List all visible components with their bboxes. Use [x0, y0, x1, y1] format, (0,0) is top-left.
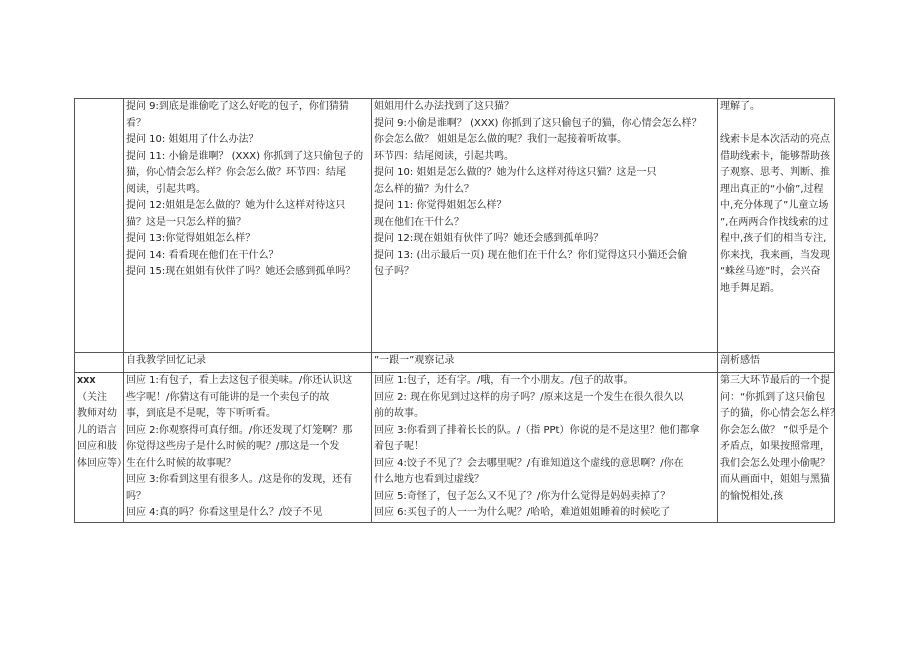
text-line: 提问 12:现在姐姐有伙伴了吗？她还会感到孤单吗？	[374, 233, 604, 244]
text-line: 回应 4:真的吗？你看这里是什么？/饺子不见	[126, 507, 323, 518]
text-line: 事，到底是不是呢，等下听听看。	[126, 408, 276, 419]
text-line: 中,充分体现了”儿童立场	[720, 200, 829, 211]
text-line: 教师对幼	[77, 408, 117, 419]
text-line: 回应 4:饺子不见了？会去哪里呢？/有谁知道这个虚线的意思啊？/你在	[374, 457, 684, 469]
text-line: 提问 10: 姐姐用了什么办法？	[126, 134, 259, 145]
text-line: 问：“你抓到了这只偷包	[720, 391, 826, 403]
text-line: 回应 5:奇怪了，包子怎么又不见了？/你为什么觉得是妈妈卖掉了？	[374, 490, 671, 502]
header-teaching-recall: 自我教学回忆记录	[124, 353, 372, 373]
analysis-cell-1	[718, 99, 835, 353]
text-line: 生在什么时候的故事呢？	[126, 457, 236, 469]
text-line: 你来找，我来画，当发现	[720, 249, 830, 261]
text-line: 环节四：结尾阅读，引起共鸣。	[374, 150, 514, 162]
text-line: 子观察、思考、判断、推	[720, 167, 830, 178]
text-line: 提问 9:到底是谁偷吃了这么好吃的包子，你们猜猜	[126, 101, 349, 112]
text-line: XXX	[77, 376, 96, 385]
text-line: 的愉悦相处,孩	[720, 490, 784, 502]
text-line: 回应 1:有包子，看上去这包子很美味。/你还认识这	[126, 375, 353, 386]
text-line: ”,在两两合作找线索的过	[720, 216, 829, 228]
text-line	[720, 116, 832, 133]
row-label-cell	[75, 373, 127, 523]
text-line: 包子吗？	[374, 266, 414, 277]
text-line: 你会怎么做？ 姐姐是怎么做的呢？我们一起接着听故事。	[374, 134, 628, 145]
text-line: 体回应等）	[77, 457, 127, 469]
text-line: 程中,孩子们的相当专注,	[720, 233, 827, 244]
text-line: 第三大环节最后的一个提	[720, 375, 830, 386]
observation-questions-cell	[372, 99, 718, 353]
text-line: 前的故事。	[374, 408, 424, 419]
text-line: 些字呢！/你猜这有可能讲的是一个卖包子的故	[126, 391, 330, 403]
text-line: 回应 1:包子，还有字。/哦，有一个小朋友。/包子的故事。	[374, 375, 634, 386]
header-observation: ”一跟一”观察记录	[372, 353, 718, 373]
text-line: 猫？这是一只怎么样的猫？	[126, 216, 246, 228]
text-line: 姐姐用什么办法找到了这只猫？	[374, 101, 514, 112]
text-line: 回应 2: 现在你见到过这样的房子吗？/原来这是一个发生在很久很久以	[374, 391, 684, 403]
text-line: 回应 6:买包子的人一一为什么呢？/哈哈，难道姐姐睡着的时候吃了	[374, 507, 671, 518]
analysis-cell-2	[718, 373, 840, 523]
observation-responses-cell	[372, 373, 718, 523]
text-line: 猫，你心情会怎么样？你会怎么做？环节四：结尾	[126, 167, 346, 178]
table-row-responses	[75, 373, 835, 523]
text-line: 理出真正的“小偷”,过程	[720, 183, 824, 195]
text-line: 你觉得这些房子是什么时候的呢？/那这是一个发	[126, 441, 340, 452]
text-line: 而从画面中，姐姐与黑猫	[720, 474, 830, 485]
text-line: 提问 12:姐姐是怎么做的？她为什么这样对待这只	[126, 200, 346, 211]
text-line: 提问 13: (出示最后一页) 现在他们在干什么？你们觉得这只小猫还会偷	[374, 249, 688, 261]
text-line: 回应 3:你看到了排着长长的队。/（指 PPt）你说的是不是这里？他们都拿	[374, 424, 700, 436]
text-line: 提问 11: 你觉得姐姐怎么样？	[374, 200, 507, 211]
text-line: 线索卡是本次活动的亮点	[720, 134, 830, 145]
teaching-recall-questions-cell	[124, 99, 372, 353]
empty-header-cell	[75, 353, 124, 373]
text-line: 子的猫，你心情会怎么样？	[720, 408, 840, 419]
teaching-recall-responses-cell	[124, 373, 372, 523]
text-line: 我们会怎么处理小偷呢？	[720, 457, 830, 469]
text-line: 提问 11: 小偷是谁啊？ (XXX) 你抓到了这只偷包子的	[126, 150, 364, 162]
text-line: “蛛丝马迹”时，会兴奋	[720, 266, 821, 277]
text-line: 儿的语言	[77, 424, 117, 436]
header-analysis: 剖析感悟	[718, 353, 835, 373]
text-line: 借助线索卡，能够帮助孩	[720, 150, 830, 162]
text-line: 怎么样的猫？为什么？	[374, 183, 474, 195]
text-line: 现在他们在干什么？	[374, 216, 464, 228]
text-line: （关注	[77, 391, 107, 403]
text-line: 看？	[126, 117, 146, 129]
empty-label-cell	[75, 99, 124, 353]
lesson-record-table	[74, 98, 840, 523]
text-line: 回应 2:你观察得可真仔细。/你还发现了灯笼啊？那	[126, 424, 353, 436]
text-line: 你会怎么做？ ”似乎是个	[720, 424, 829, 436]
text-line: 地手舞足蹈。	[720, 282, 780, 294]
text-line: 回应 3:你看到这里有很多人。/这是你的发现，还有	[126, 474, 353, 485]
text-line: 提问 13:你觉得姐姐怎么样？	[126, 233, 256, 244]
table-row-headers	[75, 353, 835, 373]
text-line: 阅读，引起共鸣。	[126, 183, 206, 195]
text-line: 提问 15:现在姐姐有伙伴了吗？她还会感到孤单吗？	[126, 266, 356, 277]
text-line: 吗？	[126, 490, 146, 502]
table-row-questions	[75, 99, 835, 353]
text-line: 理解了。	[720, 101, 760, 112]
text-line: 提问 14: 看看现在他们在干什么？	[126, 249, 279, 261]
text-line: 提问 9:小偷是谁啊？ (XXX) 你抓到了这只偷包子的猫，你心情会怎么样？	[374, 117, 702, 129]
text-line: 回应和肢	[77, 441, 117, 452]
text-line: 提问 10: 姐姐是怎么做的？她为什么这样对待这只猫？这是一只	[374, 167, 657, 178]
text-line: 什么地方也看到过虚线？	[374, 474, 484, 485]
text-line: 矛盾点，如果按照常理，	[720, 441, 830, 452]
text-line: 着包子呢！	[374, 441, 424, 452]
